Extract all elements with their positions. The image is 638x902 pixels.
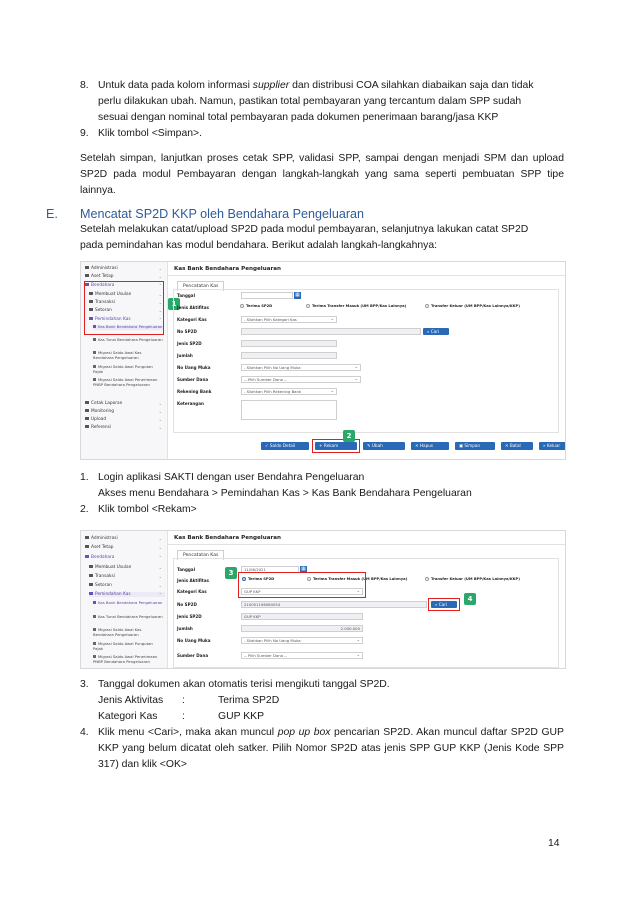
sidebar-item[interactable] <box>89 574 165 579</box>
sidebar-label: Bendahara <box>91 555 115 560</box>
step-badge: 4 <box>464 593 476 605</box>
chevron-up-icon: ⌃ <box>158 283 162 288</box>
radio-circle <box>240 304 244 308</box>
step-text-line: Login aplikasi SAKTI dengan user Bendahra Pengeluaran <box>98 472 365 483</box>
folder-icon <box>85 555 89 558</box>
no-uang-muka-select[interactable]: - Silahkan Pilih No Uang Muka ⌄ <box>241 637 363 644</box>
label-no-uang-muka: No Uang Muka <box>177 365 211 370</box>
label-sumber-dana: Sumber Dana <box>177 653 209 658</box>
paragraph-line: SP2D pada modul Pembayaran dengan langkah-langkah yang sama seperti pembuatan SPP tipe <box>80 169 564 180</box>
calendar-button[interactable]: ▦ <box>301 566 306 572</box>
label-tanggal: Tanggal <box>177 293 195 298</box>
section-title: Mencatat SP2D KKP oleh Bendahara Pengeluaran <box>80 207 365 221</box>
button-label: Cari <box>438 602 448 607</box>
sidebar-label: Setoran <box>95 308 112 313</box>
folder-icon <box>85 401 89 404</box>
section-letter: E. <box>46 207 58 221</box>
sidebar-item[interactable] <box>85 401 165 406</box>
button-label: Rekam <box>323 443 339 448</box>
chevron-down-icon: ⌄ <box>158 565 162 570</box>
sidebar-label: Transaksi <box>95 300 115 305</box>
step-text-part: Klik menu <Cari>, maka akan muncul <box>98 727 278 738</box>
submenu-label: Migrasi Saldo Awal Pungutan Pajak <box>93 641 153 651</box>
sidebar-subitem[interactable] <box>93 378 163 387</box>
step-text: Klik tombol <Simpan>. <box>98 128 202 139</box>
sidebar-label: Transaksi <box>95 574 115 579</box>
screen-title: Kas Bank Bendahara Pengeluaran <box>174 266 281 272</box>
detail-label: Kategori Kas <box>98 711 158 722</box>
detail-separator: : <box>182 711 185 722</box>
submenu-label: Migrasi Saldo Awal Penerimaan PNBP Bendahara Pengeluaran <box>93 377 158 387</box>
submenu-label: Kas Bank Bendahara Pengeluaran <box>98 600 163 605</box>
step-text-line: Tanggal dokumen akan otomatis terisi mengikuti tanggal SP2D. <box>98 679 390 690</box>
sidebar-label: Membuat Usulan <box>95 292 132 297</box>
sidebar-item[interactable] <box>85 425 165 430</box>
paragraph-line: Setelah simpan, lanjutkan proses cetak SPP, validasi SPP, sampai dengan menjadi SPM dan upload <box>80 153 564 164</box>
screen-title: Kas Bank Bendahara Pengeluaran <box>174 535 281 541</box>
submenu-label: Kas Tunai Bendahara Pengeluaran <box>98 337 163 342</box>
hapus-button[interactable] <box>411 442 449 450</box>
jumlah-input[interactable] <box>241 352 337 359</box>
sumber-dana-select[interactable]: -- Pilih Sumber Dana -- ⌄ <box>241 376 361 383</box>
sidebar-subitem[interactable] <box>93 655 163 664</box>
chevron-down-icon: ⌄ <box>158 409 162 414</box>
label-jenis-sp2d: Jenis SP2D <box>177 614 202 619</box>
step-badge: 1 <box>168 298 180 310</box>
sidebar-subitem[interactable] <box>93 628 163 637</box>
file-icon <box>93 615 96 618</box>
chevron-down-icon: ⌄ <box>158 425 162 430</box>
step-number: 8. <box>80 80 89 91</box>
sidebar-item[interactable] <box>85 274 165 279</box>
step-badge: 3 <box>225 567 237 579</box>
label-no-uang-muka: No Uang Muka <box>177 638 211 643</box>
sidebar-subitem-kas-bank[interactable] <box>93 601 163 606</box>
screenshot-rekam <box>80 261 566 460</box>
sidebar-label: Pemindahan Kas <box>95 317 131 322</box>
divider <box>167 544 565 545</box>
sidebar-item[interactable] <box>85 545 165 550</box>
sidebar-label: Membuat Usulan <box>95 565 132 570</box>
cari-button[interactable] <box>423 328 449 335</box>
submenu-label: Migrasi Saldo Awal Kas Bendahara Pengeluaran <box>93 627 142 637</box>
radio-circle <box>306 304 310 308</box>
button-label: Ubah <box>371 443 383 448</box>
step-text-part: Untuk data pada kolom informasi <box>98 80 253 91</box>
submenu-label: Kas Bank Bendahara Pengeluaran <box>98 324 163 329</box>
sidebar-item[interactable] <box>85 536 165 541</box>
calendar-button[interactable]: ▦ <box>295 292 300 298</box>
search-icon: ⌕ <box>435 602 438 607</box>
sidebar-label: Administrasi <box>91 266 118 271</box>
radio-label: Terima Transfer Masuk (UM BPP/Kas Lainnya) <box>313 577 408 581</box>
label-sumber-dana: Sumber Dana <box>177 377 209 382</box>
sidebar-subitem[interactable] <box>93 365 163 374</box>
radio-transfer-keluar[interactable] <box>425 577 520 581</box>
sidebar-label: Administrasi <box>91 536 118 541</box>
highlight-box <box>428 598 460 611</box>
submenu-label: Migrasi Saldo Awal Pungutan Pajak <box>93 364 153 374</box>
plus-icon: + <box>319 443 323 448</box>
label-keterangan: Keterangan <box>177 401 204 406</box>
paragraph-line: lainnya. <box>80 185 116 196</box>
kategori-kas-select[interactable]: - Silahkan Pilih Kategori Kas ⌄ <box>241 316 337 323</box>
radio-label: Transfer Keluar (UM BPP/Kas Lainnya/KKP) <box>431 577 520 581</box>
button-label: Hapus <box>419 443 434 448</box>
step-badge: 2 <box>343 430 355 442</box>
chevron-down-icon: ⌄ <box>158 300 162 305</box>
step-text-line: KKP yang belum dicatat oleh satker. Pilih Nomor SP2D atas jenis SPP GUP KKP (Jenis Kode SPP <box>98 743 564 754</box>
keterangan-textarea[interactable] <box>241 400 337 420</box>
highlight-box <box>238 572 366 598</box>
folder-icon <box>85 266 89 269</box>
label-kategori-kas: Kategori Kas <box>177 317 207 322</box>
step-number: 9. <box>80 128 89 139</box>
radio-circle <box>425 577 429 581</box>
search-icon: ⌕ <box>427 329 430 334</box>
tanggal-input[interactable]: 11/06/2021 <box>241 566 299 573</box>
form-panel <box>173 289 559 433</box>
chevron-up-icon: ⌃ <box>158 317 162 322</box>
label-jumlah: Jumlah <box>177 353 193 358</box>
step-text-line: Klik tombol <Rekam> <box>98 504 197 515</box>
step-text-line: perlu dilakukan ubah. Namun, pastikan total pembayaran yang tercantum dalam SPP sudah <box>98 96 522 107</box>
screenshot-cari <box>80 530 566 669</box>
file-icon <box>93 601 96 604</box>
label-rekening-bank: Rekening Bank <box>177 389 212 394</box>
radio-transfer-keluar[interactable] <box>425 304 520 308</box>
keluar-button[interactable] <box>539 442 566 450</box>
radio-label: Terima SP2D <box>248 577 275 581</box>
detail-label: Jenis Aktivitas <box>98 695 164 706</box>
sidebar-label: Monitoring <box>91 409 114 414</box>
chevron-down-icon: ⌄ <box>158 583 162 588</box>
folder-icon <box>85 545 89 548</box>
save-icon: ▣ <box>459 443 463 448</box>
simpan-button[interactable] <box>455 442 495 450</box>
no-uang-muka-select[interactable]: - Silahkan Pilih No Uang Muka ⌄ <box>241 364 361 371</box>
folder-icon <box>85 409 89 412</box>
step-text-emphasis: supplier <box>252 80 290 91</box>
step-text-part: pencarian SP2D. Akan muncul daftar SP2D GUP <box>330 727 564 738</box>
label-no-sp2d: No SP2D <box>177 329 197 334</box>
kategori-kas-select[interactable]: GUP KKP ⌄ <box>241 588 363 595</box>
check-icon: ✓ <box>265 443 269 448</box>
batal-button[interactable] <box>501 442 533 450</box>
sidebar-subitem[interactable] <box>93 351 163 360</box>
saldo-detail-button[interactable] <box>261 442 309 450</box>
submenu-label: Kas Tunai Bendahara Pengeluaran <box>98 614 163 619</box>
tanggal-input[interactable] <box>241 292 293 299</box>
step-number: 3. <box>80 679 89 690</box>
sidebar-label: Cetak Laporan <box>91 401 123 406</box>
button-label: Keluar <box>546 443 561 448</box>
label-jenis-aktifitas: Jenis Aktifitas <box>177 305 209 310</box>
radio-label: Terima Transfer Masuk (UM BPP/Kas Lainnya) <box>312 304 407 308</box>
sidebar <box>81 531 168 668</box>
step-text <box>98 725 564 741</box>
sidebar-item[interactable] <box>85 417 165 422</box>
sidebar-label: Setoran <box>95 583 112 588</box>
step-text-line: sesuai dengan nominal total pembayaran pada dokumen penerimaan barang/jasa KKP <box>98 112 499 123</box>
sidebar-label: Pemindahan Kas <box>95 592 131 597</box>
chevron-down-icon: ⌄ <box>158 308 162 313</box>
step-number: 2. <box>80 504 89 515</box>
radio-label: Terima SP2D <box>246 304 273 308</box>
section-intro-line: Setelah melakukan catat/upload SP2D pada modul pembayaran, selanjutnya lakukan catat SP2D <box>80 224 529 235</box>
chevron-up-icon: ⌃ <box>158 592 162 597</box>
chevron-down-icon: ⌄ <box>158 401 162 406</box>
label-no-sp2d: No SP2D <box>177 602 197 607</box>
chevron-down-icon: ⌄ <box>158 417 162 422</box>
detail-value: GUP KKP <box>218 711 265 722</box>
chevron-down-icon: ⌄ <box>158 266 162 271</box>
file-icon <box>93 338 96 341</box>
folder-icon <box>89 583 93 586</box>
folder-icon <box>89 592 93 595</box>
folder-icon <box>85 425 89 428</box>
chevron-down-icon: ⌄ <box>158 545 162 550</box>
sidebar-item-pemindahan-kas[interactable] <box>89 592 165 597</box>
ubah-button[interactable] <box>363 442 405 450</box>
sumber-dana-select[interactable]: -- Pilih Sumber Dana -- ⌄ <box>241 652 363 659</box>
sidebar-label: Bendahara <box>91 283 115 288</box>
jenis-sp2d-input[interactable]: GUP KKP <box>241 613 363 620</box>
sidebar-item-bendahara[interactable] <box>85 555 165 560</box>
folder-icon <box>85 274 89 277</box>
rekening-bank-select[interactable]: - Silahkan Pilih Rekening Bank ⌄ <box>241 388 337 395</box>
radio-terima-transfer[interactable] <box>306 304 406 308</box>
step-text-part: dan distribusi COA silahkan diabaikan saja dan tidak <box>289 80 534 91</box>
button-label: Cari <box>430 329 440 334</box>
no-sp2d-input[interactable]: 210051196060054 <box>241 601 427 608</box>
edit-icon: ✎ <box>367 443 371 448</box>
section-intro-line: pada pemindahan kas modul bendahara. Berikut adalah langkah-langkahnya: <box>80 240 438 251</box>
sidebar-item[interactable] <box>89 583 165 588</box>
radio-terima-sp2d[interactable] <box>240 304 272 308</box>
label-tanggal: Tanggal <box>177 567 195 572</box>
sidebar-subitem[interactable] <box>93 338 163 343</box>
detail-separator: : <box>182 695 185 706</box>
radio-circle <box>425 304 429 308</box>
divider <box>167 275 565 276</box>
highlight-box <box>84 281 164 335</box>
tab-pencatatan-kas[interactable]: Pencatatan Kas <box>177 281 224 291</box>
detail-value: Terima SP2D <box>218 695 280 706</box>
step-number: 4. <box>80 727 89 738</box>
sidebar-subitem[interactable] <box>93 615 163 620</box>
folder-icon <box>85 417 89 420</box>
sidebar-item[interactable] <box>85 266 165 271</box>
cancel-icon: ✕ <box>505 443 509 448</box>
step-text <box>98 78 568 94</box>
tab-pencatatan-kas[interactable]: Pencatatan Kas <box>177 550 224 560</box>
submenu-label: Migrasi Saldo Awal Kas Bendahara Pengeluaran <box>93 350 142 360</box>
chevron-down-icon: ⌄ <box>158 536 162 541</box>
button-label: Saldo Detail <box>269 443 296 448</box>
step-text-line: 317) dan klik <OK> <box>98 759 187 770</box>
sidebar-label: Referensi <box>91 425 112 430</box>
sidebar-label: Upload <box>91 417 107 422</box>
sidebar-subitem[interactable] <box>93 642 163 651</box>
sidebar-item[interactable] <box>85 409 165 414</box>
button-label: Batal <box>509 443 521 448</box>
page-number: 14 <box>548 838 560 849</box>
exit-icon: » <box>543 443 546 448</box>
label-kategori-kas: Kategori Kas <box>177 589 207 594</box>
chevron-up-icon: ⌃ <box>158 555 162 560</box>
folder-icon <box>89 565 93 568</box>
sidebar-item[interactable] <box>89 565 165 570</box>
jenis-sp2d-input[interactable] <box>241 340 337 347</box>
trash-icon: ✕ <box>415 443 419 448</box>
jumlah-input[interactable]: 2.000.000 <box>241 625 363 632</box>
folder-icon <box>85 536 89 539</box>
sidebar-label: Aset Tetap <box>91 545 114 550</box>
step-text-emphasis: pop up box <box>277 727 331 738</box>
label-jumlah: Jumlah <box>177 626 193 631</box>
button-label: Simpan <box>464 443 481 448</box>
step-text-line: Akses menu Bendahara > Pemindahan Kas > Kas Bank Bendahara Pengeluaran <box>98 488 472 499</box>
label-jenis-sp2d: Jenis SP2D <box>177 341 202 346</box>
submenu-label: Migrasi Saldo Awal Penerimaan PNBP Bendahara Pengeluaran <box>93 654 158 664</box>
folder-icon <box>89 574 93 577</box>
radio-label: Transfer Keluar (UM BPP/Kas Lainnya/KKP) <box>431 304 520 308</box>
label-jenis-aktifitas: Jenis Aktifitas <box>177 578 209 583</box>
chevron-down-icon: ⌄ <box>158 574 162 579</box>
sidebar-label: Aset Tetap <box>91 274 114 279</box>
chevron-down-icon: ⌄ <box>158 292 162 297</box>
no-sp2d-input[interactable] <box>241 328 421 335</box>
step-number: 1. <box>80 472 89 483</box>
chevron-down-icon: ⌄ <box>158 274 162 279</box>
